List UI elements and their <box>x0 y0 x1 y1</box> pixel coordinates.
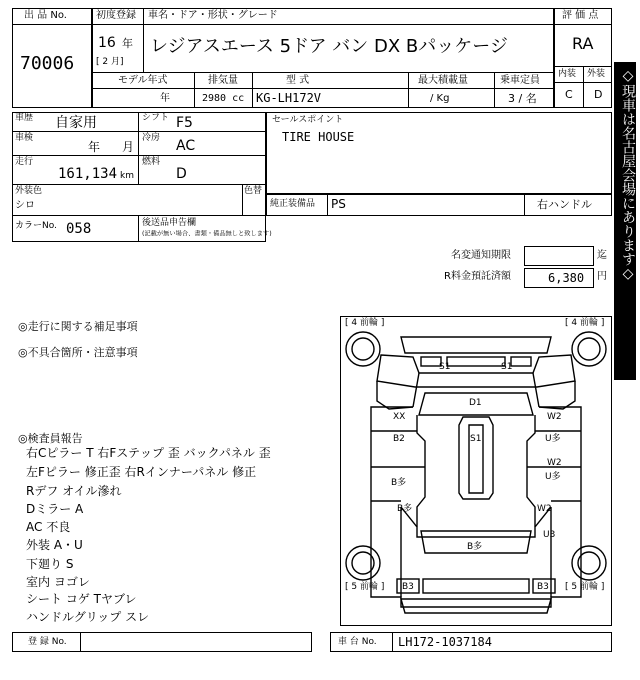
first-reg-month: [ 2 月] <box>96 57 124 67</box>
mileage: 161,134 <box>58 166 118 182</box>
car-diagram <box>340 316 612 626</box>
interior-grade: C <box>565 88 573 101</box>
fuel: D <box>176 166 187 182</box>
ac: AC <box>176 138 196 154</box>
recycle-label: R料金預託済額 <box>444 271 511 282</box>
inspector-line: 左Fピラー 修正歪 右Rインナーパネル 修正 <box>26 465 257 479</box>
mark-right-mid1: W2 <box>547 458 562 468</box>
displacement-label: 排気量 <box>208 75 238 86</box>
mark-front-right: S1 <box>501 362 513 372</box>
car-name-label: 車名・ドア・形状・グレード <box>148 10 278 21</box>
inspector-line: Dミラー A <box>26 502 84 516</box>
color-no: 058 <box>66 221 92 237</box>
mark-rear-right: B3 <box>537 582 549 592</box>
ac-label: 冷房 <box>142 133 161 143</box>
sales-point-label: セールスポイント <box>272 115 344 125</box>
exterior-label: 外装 <box>587 69 606 79</box>
max-load-label: 最大積載量 <box>418 75 468 86</box>
rear-left-corner: [ 5 前輪 ] <box>345 582 385 592</box>
history: 自家用 <box>55 115 97 131</box>
rear-right-wheel <box>572 546 606 580</box>
model-year-label: モデル年式 <box>118 75 168 86</box>
inspector-line: 右Cピラー T 右Fステップ 歪 バックパネル 歪 <box>26 446 271 460</box>
model-year-unit: 年 <box>160 93 170 104</box>
inspection-label: 車検 <box>15 133 34 143</box>
inspection-month: 月 <box>122 140 135 154</box>
notice-label: 名変通知期限 <box>451 250 511 261</box>
car-name: レジアスエース 5ドア バン DX Bパッケージ <box>150 36 508 57</box>
location-sidebar <box>614 62 636 380</box>
mark-rear-left: B3 <box>402 582 414 592</box>
inspector-line: ハンドルグリップ スレ <box>26 610 150 624</box>
first-reg-label: 初度登録 <box>96 10 136 21</box>
chassis-label: 車 台 No. <box>338 637 377 647</box>
inspector-line: Rデフ オイル滲れ <box>26 484 122 498</box>
options-label: 純正装備品 <box>270 199 316 209</box>
first-reg-year: 16 <box>98 35 116 51</box>
history-label: 車歴 <box>15 113 34 123</box>
sidebar-text: ◇現車は名古屋会場にあります◇ <box>620 68 636 282</box>
notice-box <box>524 246 594 266</box>
shift-label: シフト <box>142 113 170 123</box>
mark-center: S1 <box>470 434 482 444</box>
inspector-line: 室内 ヨゴレ <box>26 575 90 589</box>
recolor-label: 色替 <box>244 186 263 196</box>
mark-right-rear1: W2 <box>537 504 552 514</box>
color: シロ <box>15 200 35 211</box>
driving-notes-label: ◎走行に関する補足事項 <box>18 320 138 333</box>
mark-right-rear2: U3 <box>543 530 556 540</box>
color-label: 外装色 <box>15 186 43 196</box>
front-right-wheel <box>572 332 606 366</box>
mark-left-rear: B多 <box>397 504 413 514</box>
inspector-label: ◎検査員報告 <box>18 432 83 445</box>
sales-point: TIRE HOUSE <box>282 130 355 144</box>
inspector-line: AC 不良 <box>26 520 71 534</box>
mark-front-left: S1 <box>439 362 451 372</box>
mark-roof-front: D1 <box>469 398 482 408</box>
mark-right-door: U多 <box>545 434 561 444</box>
model-code: KG-LH172V <box>256 91 322 105</box>
front-left-wheel <box>346 332 380 366</box>
mileage-label: 走行 <box>15 157 34 167</box>
options: PS <box>331 197 346 211</box>
max-load: / Kg <box>430 93 450 104</box>
fuel-label: 燃料 <box>142 157 161 167</box>
aftermarket-label: 後送品申告欄 <box>142 218 197 228</box>
front-right-corner: [ 4 前輪 ] <box>565 318 605 328</box>
capacity: 3 / 名 <box>508 92 537 105</box>
score-label: 評 価 点 <box>562 10 599 21</box>
recycle-unit: 円 <box>597 271 607 282</box>
recycle-amount: 6,380 <box>548 271 585 285</box>
mark-left-pillar: XX <box>393 412 406 422</box>
notice-unit: 迄 <box>597 250 607 261</box>
front-left-corner: [ 4 前輪 ] <box>345 318 385 328</box>
mark-right-pillar: W2 <box>547 412 562 422</box>
mark-left-mid: B多 <box>391 478 407 488</box>
inspection-year: 年 <box>88 140 101 154</box>
aftermarket-note: (記載が無い場合、書類・備品無しと致します) <box>142 230 272 238</box>
mark-rear-center: B多 <box>467 542 483 552</box>
inspector-line: シート コゲ Tヤブレ <box>26 592 137 606</box>
first-reg-year-unit: 年 <box>122 37 133 50</box>
inspector-line: 下廻り S <box>26 557 74 571</box>
interior-label: 内装 <box>558 69 577 79</box>
rear-left-wheel <box>346 546 380 580</box>
lot-number-label: 出 品 No. <box>24 10 67 21</box>
lot-number: 70006 <box>20 53 75 74</box>
capacity-label: 乗車定員 <box>500 75 540 86</box>
model-code-label: 型 式 <box>286 75 310 86</box>
inspector-line: 外装 A・U <box>26 538 83 552</box>
exterior-grade: D <box>594 88 603 101</box>
shift: F5 <box>176 115 193 131</box>
chassis-no: LH172-1037184 <box>398 635 492 649</box>
mark-left-door: B2 <box>393 434 405 444</box>
displacement: 2980 cc <box>202 93 245 104</box>
mark-right-mid2: U多 <box>545 472 561 482</box>
defects-label: ◎不具合箇所・注意事項 <box>18 346 138 359</box>
reg-no-label: 登 録 No. <box>28 637 67 647</box>
rear-right-corner: [ 5 前輪 ] <box>565 582 605 592</box>
car-outline <box>341 317 611 625</box>
steering: 右ハンドル <box>537 198 592 211</box>
mileage-unit: km <box>120 171 134 181</box>
score: RA <box>572 34 594 53</box>
color-no-label: カラーNo. <box>15 221 57 231</box>
